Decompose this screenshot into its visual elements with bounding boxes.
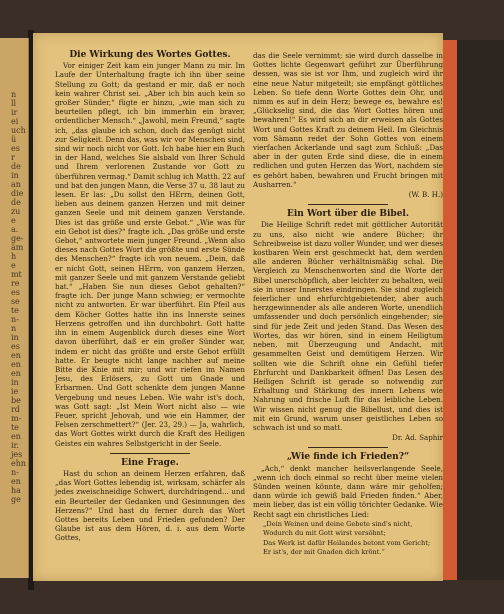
verse-line: „Dein Weinen und deine Gebete sind's nicht,: [263, 519, 413, 528]
heading-frage: Eine Frage.: [121, 457, 179, 468]
verse-line: Er ist's, der mit Gnaden dich krönt.“: [263, 547, 385, 556]
left-margin-fragment: die: [10, 189, 24, 198]
left-margin-fragment: r: [10, 153, 15, 162]
left-margin-fragment: de: [10, 162, 21, 171]
column-right: [253, 51, 443, 557]
left-margin-fragment: an: [10, 180, 21, 189]
left-margin-fragment: en: [10, 432, 21, 441]
left-margin-fragment: mt: [10, 270, 22, 279]
paragraph: Die Heilige Schrift redet mit göttlicher Autorität zu uns, also nicht wie andere Bücher; ihr Schreibweise ist dazu voller Wunder, und wer dieses kostbaren Wein erst geschmeckt hat, dem werden alle anderen Bücher verhältnismäßig schal. Die Vergleich zu Menschenworten sind die Worte der Bibel unerschöpflich, aber leichter zu behalten, weil sie in unser Innerstes eindringen. Sie sind zugleich feierlicher und ehrfurchtgebietender, aber auch herzgewinnender als alle anderen Worte, unendlich umfassender und doch persönlich eingehender; sie sind für jede Zeit und jeden Stand. Das Wesen des Wortes, das wir hören, sind in einem Heiligtum neben, mit Überzeugung und Andacht, mit gesammelten Geist und demütigem Herzen. Wir sollten wie die Schrift ohne ein Gefühl tiefer Ehrfurcht und Dankbarkeit öffnen! Das Lesen des Heiligen Schrift ist gerade so notwendig zur Erhaltung und Stärkung des innern Lebens wie Nahrung und frische Luft für das leibliche Leben. Wir wissen nicht genug die Bibellust, und dies ist mit ein Grund, warum unser geistliches Leben so schwach ist und so matt.: [253, 220, 443, 432]
left-margin-fragment: äm: [10, 243, 24, 252]
left-margin-fragment: en: [10, 477, 21, 486]
left-margin-fragment: ge: [10, 495, 21, 504]
left-margin-fragment: uch: [10, 126, 26, 135]
paragraph: Vor einiger Zeit kam ein junger Mann zu mir. Im Laufe der Unterhaltung fragte ich ihn über seine Stellung zu Gott; da gestand er mir, daß er noch kein wahrer Christ sei. „Aber ich bin auch kein so großer Sünder,“ fügte er hinzu, „wie man sich zu beurteilen pflegt, ich bin immerhin ein braver, ordentlicher Mensch.“ „Jawohl, mein Freund,“ sagte ich, „das glaube ich schon, doch das genügt nicht zur Seligkeit. Denn das, was wir vor Menschen sind, sind wir noch nicht vor Gott. Ich habe hier ein Buch in der Hand, welches Sie alsbald von Ihrer Schuld und Ihrem verlorenen Zustande vor Gott zu überführen vermag.“ Damit schlug ich Matth. 22 auf und bat den jungen Mann, die Verse 37 u. 38 laut zu lesen. Er las: „Du sollst den HErrn, deinen Gott, lieben aus deinem ganzen Herzen und mit deiner ganzen Seele und mit deinem ganzen Verstande. Dies ist das größe und erste Gebot.“ „Wie was für ein Gebot ist dies?“ fragte ich. „Das größe und erste Gebot,“ antwortete mein junger Freund. „Wenn also dieses nach Gottes Wort die größte und erste Sünde des Menschen?“ fragte ich von neuem. „Dein, daß er nicht Gott, seinen HErrn, von ganzem Herzen, mit ganzer Seele und mit ganzem Verstande geliebt hat.“ „Haben Sie nun dieses Gebot gehalten?“ fragte ich. Der junge Mann schwieg; er vermochte nicht zu antworten. Er war überführt. Ein Pfeil aus dem Köcher Gottes hatte ihn ins Innerste seines Herzens getroffen und ihn durchbohrt. Gott hatte ihn in einem Augenblick durch dieses eine Wort davon überführt, daß er ein großer Sünder war, indem er nicht das größte und erste Gebot erfüllt hatte. Er beugte nicht lange nachher auf meine Bitte die Knie mit mir; und wir riefen im Namen Jesu, des Erlösers, zu Gott um Gnade und Erbarmen. Und Gott schenkte dem jungen Manne Vergebung und neues Leben. Wie wahr ist's doch, was Gott sagt: „Ist Mein Wort nicht also — wie Feuer, spricht Jehovah, und wie ein Hammer, der Felsen zerschmettert?“ (Jer. 23, 29.) — Ja, wahrlich, das Wort Gottes wirkt durch die Kraft des Heiligen Geistes ein wahres Selbstgericht in der Seele.: [55, 61, 245, 448]
left-margin-fragment: in: [10, 171, 19, 180]
left-margin-fragment: jes: [10, 450, 23, 459]
left-margin-fragment: n-: [10, 315, 19, 324]
heading-wirkung: Die Wirkung des Wortes Gottes.: [69, 50, 231, 60]
verse-line: Wodurch du mit Gott wirst versöhnt;: [263, 529, 386, 538]
left-margin-fragment: te: [10, 306, 19, 315]
left-margin-fragment: en: [10, 369, 21, 378]
left-margin-fragment: zu: [10, 207, 21, 216]
left-margin-fragment: es: [10, 342, 20, 351]
left-margin-fragment: e: [10, 261, 16, 270]
background-shadow: [457, 40, 504, 580]
left-margin-fragment: in: [10, 378, 19, 387]
left-margin-fragment: de: [10, 198, 21, 207]
signature: Dr. Ad. Saphir: [392, 433, 443, 443]
left-margin-fragment: te: [10, 423, 19, 432]
left-margin-fragment: e: [10, 216, 16, 225]
left-margin-fragment: es: [10, 144, 20, 153]
left-margin-fragment: n-: [10, 468, 19, 477]
left-margin-fragment: ie: [10, 387, 19, 396]
left-page-margin-text: [11, 90, 26, 504]
left-margin-fragment: n: [10, 90, 17, 99]
left-margin-fragment: ehn: [10, 459, 26, 468]
left-margin-fragment: ir.: [10, 441, 19, 450]
left-margin-fragment: ha: [10, 486, 21, 495]
left-margin-fragment: ir: [10, 108, 18, 117]
divider: [308, 204, 388, 205]
heading-frieden: „Wie finde ich Frieden?“: [286, 452, 410, 463]
left-margin-fragment: n: [10, 324, 17, 333]
left-margin-fragment: re: [10, 279, 20, 288]
left-margin-fragment: ü: [10, 135, 17, 144]
page-edge-red: [441, 40, 457, 580]
divider: [308, 447, 388, 448]
left-margin-fragment: ll: [10, 99, 17, 108]
left-margin-fragment: ei: [10, 117, 19, 126]
paragraph: „Ach,“ denkt mancher heilsverlangende Seele, „wenn ich doch einmal so recht über meine vielen Sünden weinen könnte, dann wäre mir geholfen; dann würde ich gewiß bald Frieden finden.“ Aber, mein lieber, das ist ein völlig törichter Gedanke. Wie Recht sagt ein christliches Lied:: [253, 463, 443, 519]
signature: (W. B. H.): [408, 190, 443, 200]
left-margin-fragment: es: [10, 288, 20, 297]
left-margin-fragment: m-: [10, 414, 22, 423]
left-margin-fragment: en: [10, 351, 21, 360]
divider: [110, 453, 190, 454]
left-margin-fragment: h: [10, 252, 17, 261]
left-margin-fragment: be: [10, 396, 21, 405]
left-margin-fragment: rd: [10, 405, 20, 414]
left-page-edge: [0, 38, 29, 578]
left-margin-fragment: ge-: [10, 234, 24, 243]
paragraph: Hast du schon an deinem Herzen erfahren, daß „das Wort Gottes lebendig ist, wirksam, schärfer als jedes zweischneidige Schwert, durchdringend... und ein Beurteiler der Gedanken und Gesinnungen des Herzens?“ Und hast du ferner durch das Wort Gottes bereits Leben und Frieden gefunden? Der Glaube ist aus dem Hören, d. i. aus dem Worte Gottes,: [55, 468, 245, 543]
paragraph: das die Seele vernimmt; sie wird durch dasselbe in Gottes lichte Gegenwart geführt zur Überführung dessen, was sie ist vor Ihm, und zugleich wird ihr eine neue Natur mitgeteilt; sie empfängt göttliches Leben. So tiefe denn Worte Gottes dein Ohr, und nimm es auf in dein Herz; bewege es, bewahre es! „Glückselig sind, die das Wort Gottes hören und bewahren!“ Es wird sich an dir erweisen als Gottes Wort und Gottes Kraft zu deinem Heil. Im Gleichnis vom Sämann redet der Sohn Gottes von einem vierfachen Ackerlande und sagt zum Schluß: „Das aber in der guten Erde sind diese, die in einem redlichen und guten Herzen das Wort, nachdem sie es gehört haben, bewahren und Frucht bringen mit Ausharren.“: [253, 51, 443, 189]
heading-bibel: Ein Wort über die Bibel.: [287, 209, 409, 220]
left-margin-fragment: a.: [10, 225, 19, 234]
left-margin-fragment: in: [10, 333, 19, 342]
document-page: [33, 33, 443, 581]
left-margin-fragment: en: [10, 360, 21, 369]
verse-line: Das Werk ist dafür Heilandes betont vom Gericht;: [263, 538, 431, 547]
left-margin-fragment: se: [10, 297, 20, 306]
column-left: [55, 51, 245, 544]
